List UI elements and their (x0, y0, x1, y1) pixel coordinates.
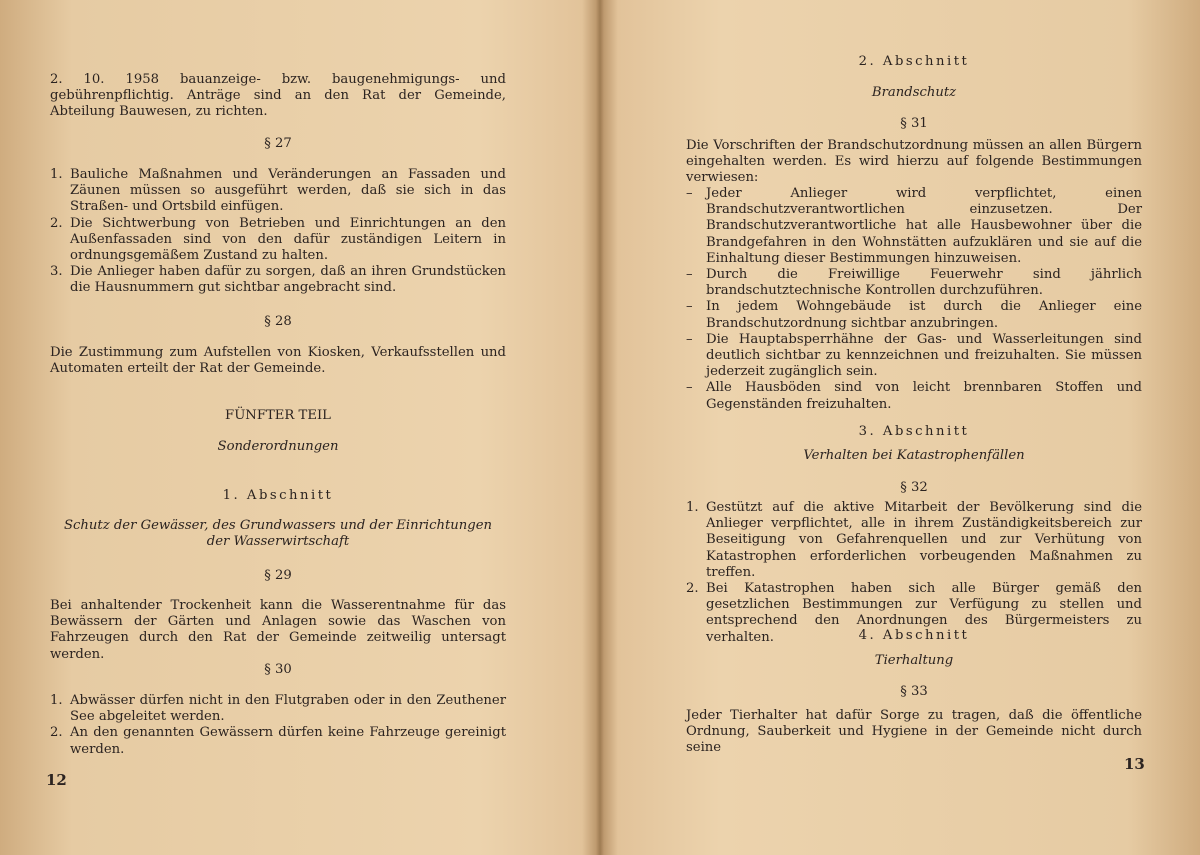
list-item: 1. Bauliche Maßnahmen und Veränderungen an Fassaden und Zäunen müssen so ausgeführt werden, daß sie sich in das Straßen- und Ortsbild einfügen. (50, 167, 506, 215)
section-30-list (50, 693, 506, 758)
section-1-subtitle: Schutz der Gewässer, des Grundwassers und der Einrichtungen der Wasserwirtschaft (63, 518, 492, 550)
section-32-list (686, 500, 1142, 646)
section-27-heading: § 27 (264, 136, 292, 151)
list-item: – Durch die Freiwillige Feuerwehr sind jährlich brandschutztechnische Kontrollen durchzuführen. (686, 267, 1142, 299)
list-item: 2. Bei Katastrophen haben sich alle Bürger gemäß den gesetzlichen Bestimmungen zur Verfügung zu stellen und entsprechend den Anordnungen des Bürgermeisters zu verhalten. (686, 581, 1142, 645)
list-item: 3. Die Anlieger haben dafür zu sorgen, daß an ihren Grundstücken die Hausnummern gut sichtbar angebracht sind. (50, 264, 506, 296)
list-item: 1. Gestützt auf die aktive Mitarbeit der Bevölkerung sind die Anlieger verpflichtet, alle in ihrem Zuständigkeitsbereich zur Beseitigung von Gefahrenquellen und zur Verhütung von Katastrophen erforderlichen vorbeugenden Maßnahmen zu treffen. (686, 500, 1142, 580)
section-28-heading: § 28 (264, 314, 292, 329)
list-item: – Alle Hausböden sind von leicht brennbaren Stoffen und Gegenständen freizuhalten. (686, 380, 1142, 412)
section-4-subtitle: Tierhaltung (874, 653, 954, 668)
book-gutter (596, 0, 604, 855)
intro-paragraph: 2. 10. 1958 bauanzeige- bzw. baugenehmigungs- und gebührenpflichtig. Anträge sind an den Rat der Gemeinde, Abteilung Bauwesen, zu richten. (50, 72, 506, 120)
section-33-heading: § 33 (900, 684, 928, 699)
section-31-intro: Die Vorschriften der Brandschutzordnung müssen an allen Bürgern eingehalten werden. Es wird hierzu auf folgende Bestimmungen verwiesen: (686, 138, 1142, 186)
section-30-heading: § 30 (264, 662, 292, 677)
section-2-subtitle: Brandschutz (871, 85, 957, 100)
list-item: 1. Abwässer dürfen nicht in den Flutgraben oder in den Zeuthener See abgeleitet werden. (50, 693, 506, 725)
section-31-list (686, 186, 1142, 413)
section-31-heading: § 31 (900, 116, 928, 131)
section-29-heading: § 29 (264, 568, 292, 583)
list-item: – Die Hauptabsperrhähne der Gas- und Wasserleitungen sind deutlich sichtbar zu kennzeichnen und freizuhalten. Sie müssen jederzeit zugänglich sein. (686, 331, 1142, 380)
list-item: 2. Die Sichtwerbung von Betrieben und Einrichtungen an den Außenfassaden sind von den dafür zuständigen Leitern in ordnungsgemäßem Zustand zu halten. (50, 215, 506, 264)
section-33-text: Jeder Tierhalter hat dafür Sorge zu tragen, daß die öffentliche Ordnung, Sauberkeit und Hygiene in der Gemeinde nicht durch seine (686, 708, 1142, 756)
part-title: FÜNFTER TEIL (225, 408, 331, 423)
section-1-title: 1. Abschnitt (222, 488, 334, 503)
list-item: – Jeder Anlieger wird verpflichtet, einen Brandschutzverantwortlichen einzusetzen. Der Brandschutzverantwortliche hat alle Hausbewohner über die Brandgefahren in den Wohnstätten aufzuklären und sie auf die Einhaltung dieser Bestimmungen hinzuweisen. (686, 186, 1142, 266)
part-subtitle: Sonderordnungen (217, 439, 339, 454)
section-28-text: Die Zustimmung zum Aufstellen von Kiosken, Verkaufsstellen und Automaten erteilt der Rat der Gemeinde. (50, 345, 506, 377)
list-item: 2. An den genannten Gewässern dürfen keine Fahrzeuge gereinigt werden. (50, 725, 506, 757)
page-number-right: 13 (1124, 755, 1145, 773)
right-page (686, 0, 1145, 855)
section-3-subtitle: Verhalten bei Katastrophenfällen (803, 448, 1025, 463)
section-27-list (50, 167, 506, 297)
list-item: – In jedem Wohngebäude ist durch die Anlieger eine Brandschutzordnung sichtbar anzubringen. (686, 299, 1142, 331)
section-29-text: Bei anhaltender Trockenheit kann die Wasserentnahme für das Bewässern der Gärten und Anlagen sowie das Waschen von Fahrzeugen durch den Rat der Gemeinde zeitweilig untersagt werden. (50, 598, 506, 662)
section-3-title: 3. Abschnitt (858, 424, 970, 439)
page-number-left: 12 (46, 771, 67, 789)
left-page (46, 0, 506, 855)
section-32-heading: § 32 (900, 480, 928, 495)
section-4-title: 4. Abschnitt (858, 628, 970, 643)
section-2-title: 2. Abschnitt (858, 54, 970, 69)
